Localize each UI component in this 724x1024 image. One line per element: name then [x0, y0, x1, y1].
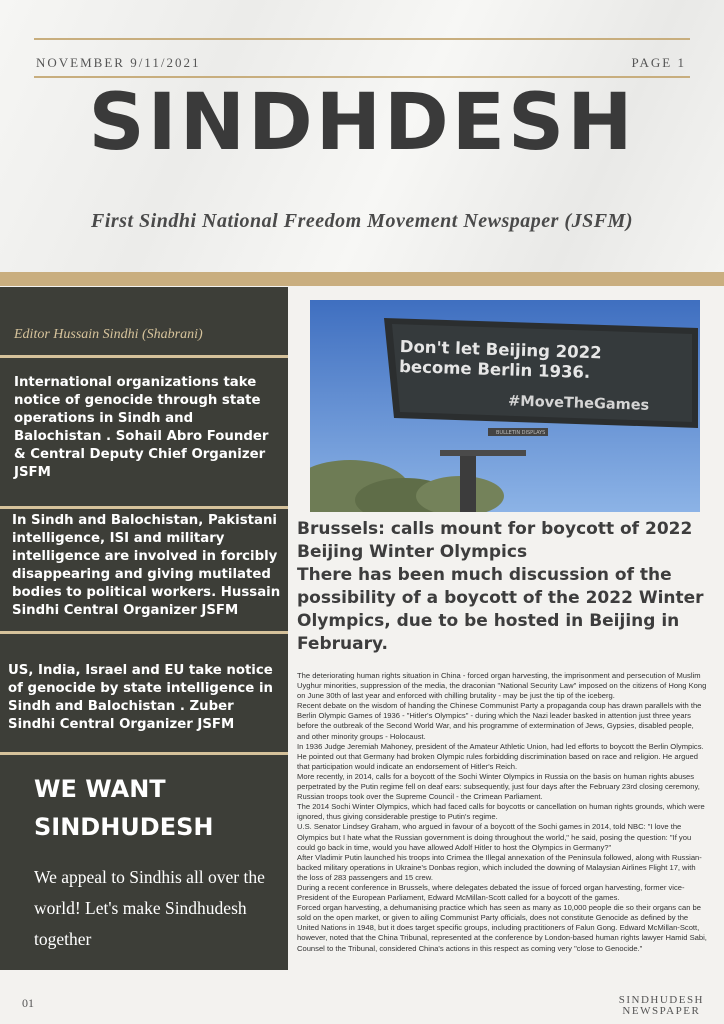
article-paragraph: The deteriorating human rights situation in China - forced organ harvesting, the imprisonment and persecution of Muslim Uyghur minorities, suppression of the media, the draconian "National Security Law" imposed on the citizens of Hong Kong on June 30th of last year and enforced with chilling brutality - may be just the tip of the iceberg.: [297, 671, 707, 701]
headline-subhead: There has been much discussion of the possibility of a boycott of the 2022 Winter Olympics, due to be hosted in Beijing in February.: [297, 565, 704, 654]
appeal-text: We appeal to Sindhis all over the world! Let's make Sindhudesh together: [34, 867, 265, 949]
editor-panel: [0, 287, 288, 355]
page-number-label: PAGE 1: [631, 55, 686, 70]
billboard-line-1: Don't let Beijing 2022: [399, 337, 602, 363]
article-paragraph: U.S. Senator Lindsey Graham, who argued in favour of a boycott of the Sochi games in 2014, told NBC: "I love the Olympics but I hate what the Russian government is doing throughout the world," he said, posing the question: "If you could go back in time, would you have allowed Adolf Hitler to host the Olympics in Germany?": [297, 822, 692, 852]
article-paragraph: In 1936 Judge Jeremiah Mahoney, president of the Amateur Athletic Union, had led efforts to boycott the Berlin Olympics. He pointed out that Germany had broken Olympic rules forbidding discrimination based on race and religion. He argued that participation would indicate an endorsement of Hitler's Reich.: [297, 741, 704, 771]
article-paragraph: After Vladimir Putin launched his troops into Crimea the Illegal annexation of the Peninsula followed, along with Russian-backed military operations in Ukraine's Donbas region, which included the downing of Malaysian Airlines Flight 17, with the loss of 283 passengers and 15 crew.: [297, 852, 702, 882]
news-box-1-text: International organizations take notice of genocide through state operations in Sindh and Balochistan . Sohail Abro Founder & Central Deputy Chief Organizer JSFM: [14, 375, 269, 480]
billboard-hashtag: #MoveTheGames: [507, 393, 650, 414]
news-box-2-text: In Sindh and Balochistan, Pakistani intelligence, ISI and military intelligence are involved in forcibly disappearing and giving mutilated bodies to political workers. Hussain Sindhi Central Organizer JSFM: [12, 513, 281, 618]
article-headline: [297, 518, 707, 656]
article-paragraph: More recently, in 2014, calls for a boycott of the Sochi Winter Olympics in Russia on the basis on human rights abuses perpetrated by the Putin regime fell on deaf ears: subsequently, just four days after the February 23rd closing ceremony, Russian troops took over the Supreme Council - the Crimean Parliament.: [297, 771, 700, 802]
article-paragraph: Forced organ harvesting, a dehumanising practice which has seen as many as 10,000 people die so their organs can be sold on the open market, or given to ailing Communist Party officials, does not constitute Genocide as defined by the United Nations in 1948, but it does target specific groups, including practitioners of Falun Gong. Edward McMillan-Scott, however, noted that the China Tribunal, represented at the conference by London-based human rights lawyer Hamid Sabi, Counsel to the Tribunal, considered China's actions in this respect as coming very "close to Genocide.": [297, 903, 707, 953]
article-body: [297, 671, 707, 954]
slogan-heading: WE WANT SINDHUDESH: [34, 775, 214, 841]
footer-brand-line-1: SINDHUDESH: [618, 994, 704, 1006]
editor-credit: Editor Hussain Sindhi (Shabrani): [14, 327, 203, 342]
billboard-line-2: become Berlin 1936.: [398, 356, 591, 382]
headline-title: Brussels: calls mount for boycott of 2022 Beijing Winter Olympics: [297, 519, 693, 562]
footer-brand-line-2: NEWSPAPER: [622, 1005, 701, 1017]
footer-brand: [619, 995, 704, 1017]
top-rule: [34, 38, 690, 40]
issue-date: NOVEMBER 9/11/2021: [36, 55, 201, 70]
header-gold-band: [0, 272, 724, 286]
article-paragraph: Recent debate on the wisdom of handing the Chinese Communist Party a propaganda coup has drawn parallels with the Berlin Olympic Games of 1936 - "Hitler's Olympics" - during which the Nazi leader basked in attention just three years before the outbreak of the Second World War, and his programme of extermination of Jews, Gypsies, disabled people, and other minority groups - Holocaust.: [297, 701, 702, 741]
billboard-photo: [310, 300, 700, 512]
billboard-brand: BULLETIN DISPLAYS: [496, 430, 546, 436]
article-paragraph: During a recent conference in Brussels, where delegates debated the issue of forced organ harvesting, former vice-President of the European Parliament, Edward McMillan-Scott called for a boycott of the games.: [297, 882, 685, 903]
article-paragraph: The 2014 Sochi Winter Olympics, which had faced calls for boycotts or cancellation on human rights grounds, which were ignored, thus giving considerable prestige to Putin's regime.: [297, 802, 705, 822]
news-box-3-text: US, India, Israel and EU take notice of genocide by state intelligence in Sindh and Balochistan . Zuber Sindhi Central Organizer JSFM: [8, 663, 273, 732]
newspaper-subtitle: First Sindhi National Freedom Movement Newspaper (JSFM): [91, 210, 633, 232]
billboard-illustration: [310, 300, 700, 512]
newspaper-title: SINDHDESH: [88, 78, 636, 168]
footer-page-number: 01: [22, 996, 34, 1010]
